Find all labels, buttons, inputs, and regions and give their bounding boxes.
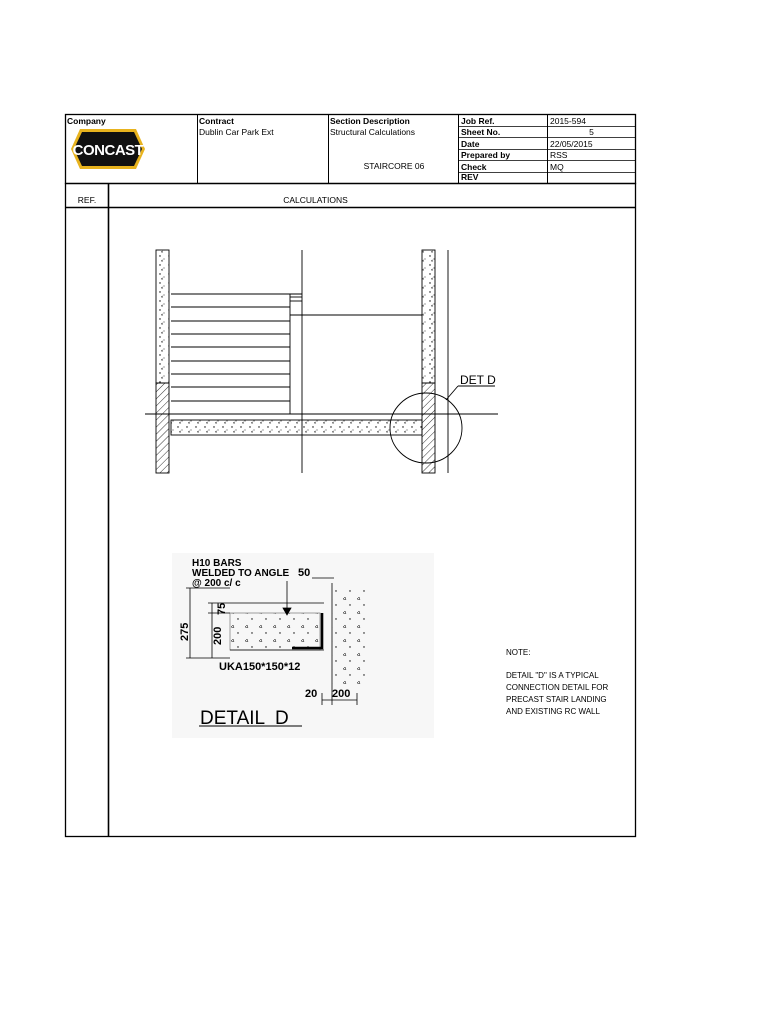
sheet-no-label: Sheet No. — [461, 127, 501, 137]
dim-275: 275 — [179, 622, 191, 641]
date-value: 22/05/2015 — [550, 139, 593, 149]
date-label: Date — [461, 139, 480, 149]
det-d-callout: DET D — [460, 373, 496, 387]
staircore-plan-drawing — [140, 245, 510, 480]
bars-line-3: @ 200 c/ c — [192, 578, 241, 589]
dim-20: 20 — [305, 688, 318, 700]
job-ref-label: Job Ref. — [461, 116, 495, 126]
check-label: Check — [461, 162, 487, 172]
angle-size: UKA150*150*12 — [219, 661, 301, 673]
dim-50: 50 — [298, 567, 311, 579]
contract-label: Contract — [199, 116, 234, 126]
detail-d-title: DETAIL D — [200, 708, 289, 729]
detail-d-drawing — [172, 553, 434, 738]
contract-value: Dublin Car Park Ext — [199, 127, 274, 137]
note-line: AND EXISTING RC WALL — [506, 707, 600, 716]
sheet-no-value: 5 — [589, 127, 594, 137]
ref-column-heading: REF. — [77, 195, 97, 205]
note-line: PRECAST STAIR LANDING — [506, 695, 607, 704]
note-line: CONNECTION DETAIL FOR — [506, 683, 609, 692]
dim-75: 75 — [216, 602, 228, 615]
check-value: MQ — [550, 162, 564, 172]
section-sub: STAIRCORE 06 — [363, 161, 425, 171]
prepared-by-label: Prepared by — [461, 150, 511, 160]
section-label: Section Description — [330, 116, 410, 126]
job-ref-value: 2015-594 — [550, 116, 586, 126]
note-line: DETAIL "D" IS A TYPICAL — [506, 671, 599, 680]
rev-label: REV — [461, 172, 479, 182]
concast-logo — [70, 128, 146, 170]
calculations-column-heading: CALCULATIONS — [283, 195, 348, 205]
note-heading: NOTE: — [506, 648, 531, 657]
prepared-by-value: RSS — [550, 150, 568, 160]
dim-200-horizontal: 200 — [332, 688, 351, 700]
section-value: Structural Calculations — [330, 127, 416, 137]
bars-line-2: WELDED TO ANGLE — [192, 568, 290, 579]
dim-200-vertical: 200 — [212, 626, 224, 645]
bars-line-1: H10 BARS — [192, 558, 242, 569]
logo-text: CONCAST — [72, 142, 144, 159]
company-label: Company — [67, 116, 106, 126]
